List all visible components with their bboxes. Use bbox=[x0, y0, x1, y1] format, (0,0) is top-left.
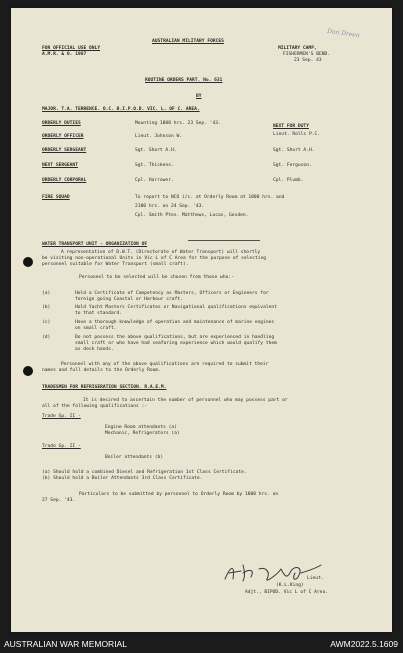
qualification-note: (b) Should hold a Boiler Attendants 3rd Class Certificate. bbox=[42, 476, 203, 481]
duty-next: Lieut. Rolls P.C. bbox=[273, 132, 321, 137]
trade-item: Mechanic, Refrigerators (a) bbox=[105, 431, 180, 436]
fire-squad-line-3: Cpl. Smith Ptes. Matthews, Lucas, Gosden. bbox=[135, 213, 249, 218]
water-paragraph-line: be visiting non-operational Units in Vic L of C Area for the purpose of selecting bbox=[42, 256, 267, 261]
section-divider bbox=[188, 240, 260, 241]
item-key: (d) bbox=[42, 335, 51, 340]
duty-next: Cpl. Plumb. bbox=[273, 178, 304, 183]
document-page bbox=[11, 8, 392, 632]
by-label: BY bbox=[196, 94, 202, 99]
duty-today: Mounting 1800 hrs. 23 Sep. '43. bbox=[135, 121, 221, 126]
item-key: (b) bbox=[42, 305, 51, 310]
camp-name: MILITARY CAMP, bbox=[278, 46, 317, 51]
duty-next: Sgt. Short A.H. bbox=[273, 148, 315, 153]
water-closing-line: Personnel with any of the above qualifications are required to submit their bbox=[61, 362, 269, 367]
duty-today: Sgt. Thickens. bbox=[135, 163, 174, 168]
commander-line: MAJOR. T.A. TERRENCE. O.C. B.I.P.O.D. VIC. L. OF C. AREA. bbox=[42, 107, 200, 112]
qualification-note: (a) Should hold a combined Diesel and Refrigeration 1st Class Certificate. bbox=[42, 470, 247, 475]
fire-squad-line-2: 2100 hrs. on 24 Sep. '43. bbox=[135, 204, 205, 209]
duty-label: ORDERLY CORPORAL bbox=[42, 178, 87, 183]
fire-squad-line-1: To report to NCO i/c. at Orderly Room at 1800 hrs. and bbox=[135, 195, 285, 200]
item-text: Do not possess the above qualifications, but are experienced in handling bbox=[75, 335, 275, 340]
order-date: 23 Sep. 43 bbox=[294, 58, 322, 63]
next-for-duty-heading: NEXT FOR DUTY bbox=[273, 124, 309, 129]
submission-line: Particulars to be submitted by personnel to Orderly Room by 1800 hrs. on bbox=[79, 492, 279, 497]
signatory-name: (K.L.King) bbox=[276, 583, 304, 588]
trade-item: Boiler attendants (b) bbox=[105, 455, 164, 460]
submission-line: 27 Sep. '43. bbox=[42, 498, 76, 503]
duty-next: Sgt. Ferguson. bbox=[273, 163, 312, 168]
item-key: (c) bbox=[42, 320, 51, 325]
archive-reference: AWM2022.5.1609 bbox=[330, 639, 398, 649]
item-text: Hold a Certificate of Competency as Masters, Officers or Engineers for bbox=[75, 291, 269, 296]
punch-hole bbox=[23, 257, 33, 267]
trade-group-label: Trade Gp. II - bbox=[42, 444, 81, 449]
water-paragraph-line: A representative of D.W.T. (Directorate of Water Transport) will shortly bbox=[61, 250, 261, 255]
tradesmen-paragraph-line: It is desired to ascertain the number of personnel who may possess part or bbox=[83, 398, 288, 403]
item-text: Hold Yacht Masters Certificates or Navigational qualifications equivalent bbox=[75, 305, 277, 310]
fire-squad-label: FIRE SQUAD bbox=[42, 195, 70, 200]
form-reference: A.M.R. & O. 1987 bbox=[42, 52, 87, 57]
organisation-heading: AUSTRALIAN MILITARY FORCES bbox=[152, 39, 224, 44]
selection-intro: Personnel to be selected will be chosen from those who:- bbox=[79, 275, 234, 280]
water-paragraph-line: personnel suitable for Water Transport (small craft). bbox=[42, 262, 189, 267]
punch-hole bbox=[23, 366, 33, 376]
water-transport-heading: WATER TRANSPORT UNIT - ORGANIZATION OF bbox=[42, 242, 148, 247]
document-title: ROUTINE ORDERS PART. No. 631 bbox=[145, 78, 223, 83]
item-text: small craft or who have had seafaring experience which would qualify them bbox=[75, 341, 277, 346]
item-key: (a) bbox=[42, 291, 51, 296]
trade-item: Engine Room attendants (a) bbox=[105, 425, 177, 430]
item-text: Have a thorough knowledge of operation and maintenance of marine engines bbox=[75, 320, 275, 325]
pencil-annotation: Dan Dreen bbox=[326, 27, 361, 40]
item-text: to that standard. bbox=[75, 311, 123, 316]
signatory-rank: Lieut. bbox=[307, 576, 324, 581]
tradesmen-paragraph-line: all of the following qualifications :- bbox=[42, 404, 148, 409]
duty-label: ORDERLY OFFICER bbox=[42, 134, 84, 139]
duty-today: Cpl. Harrower. bbox=[135, 178, 174, 183]
trade-group-label: Trade Gp. II - bbox=[42, 414, 81, 419]
item-text: as deck hands. bbox=[75, 347, 114, 352]
signatory-position: Adjt., BIPOD. Vic L of C Area. bbox=[245, 590, 328, 595]
item-text: on small craft. bbox=[75, 326, 117, 331]
water-closing-line: names and full details to the Orderly Room. bbox=[42, 368, 161, 373]
camp-location: FISHERMEN'S BEND. bbox=[283, 52, 331, 57]
tradesmen-heading: TRADESMEN FOR REFRIGERATION SECTION. R.A.E.M. bbox=[42, 385, 167, 390]
archive-footer bbox=[0, 636, 403, 653]
duty-today: Sgt. Short A.H. bbox=[135, 148, 177, 153]
duty-today: Lieut. Johnson W. bbox=[135, 134, 183, 139]
duty-label: NEXT SERGEANT bbox=[42, 163, 78, 168]
official-use-label: FOR OFFICIAL USE ONLY bbox=[42, 46, 101, 51]
duty-label: ORDERLY SERGEANT bbox=[42, 148, 87, 153]
item-text: foreign going Coastal or Harbour craft. bbox=[75, 297, 183, 302]
archive-name: AUSTRALIAN WAR MEMORIAL bbox=[4, 639, 127, 649]
duty-label: ORDERLY DUTIES bbox=[42, 121, 81, 126]
